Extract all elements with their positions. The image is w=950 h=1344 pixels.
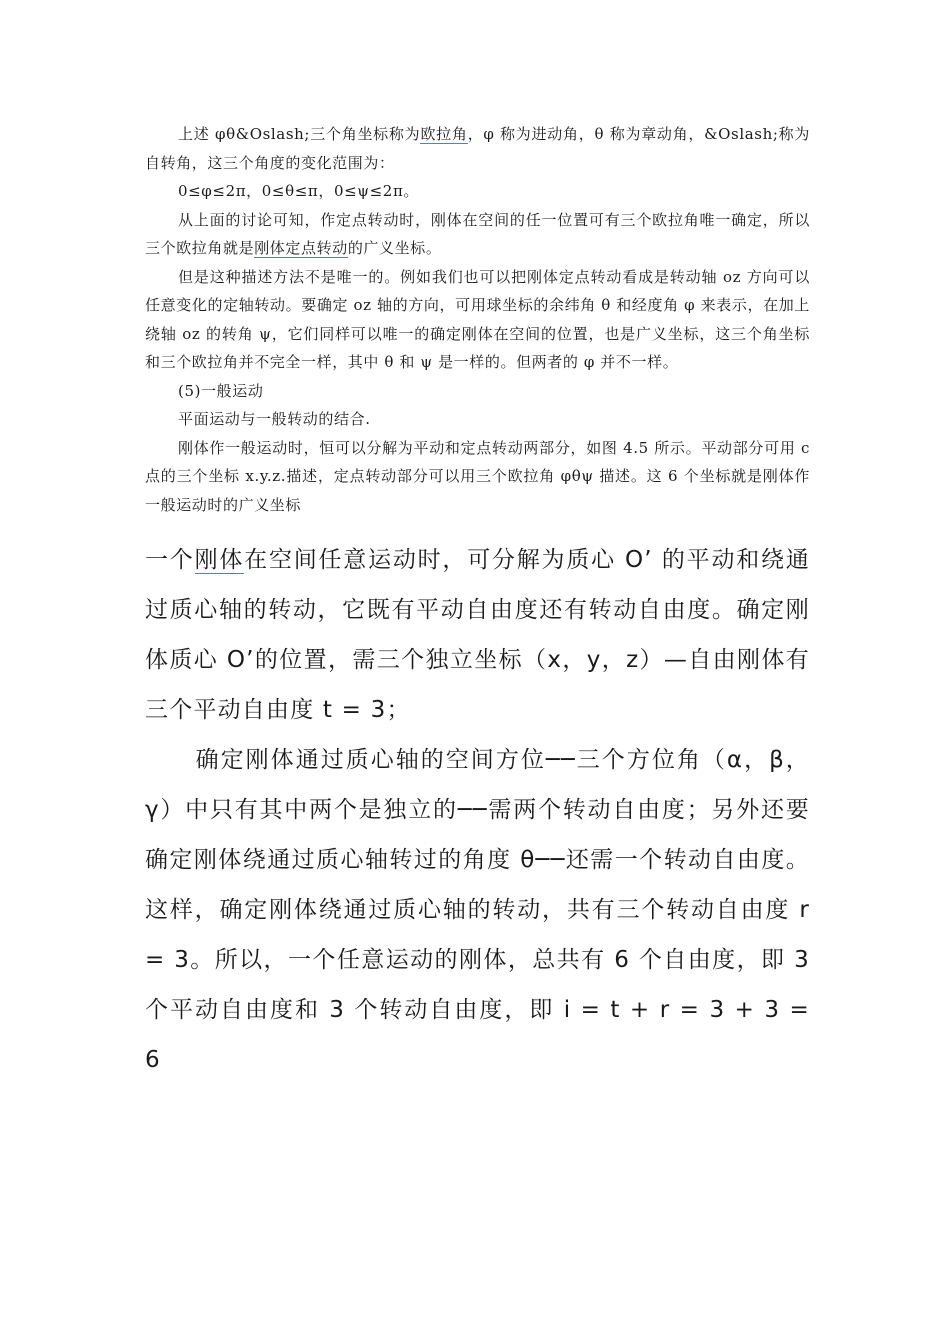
paragraph-alternative-description: 但是这种描述方法不是唯一的。例如我们也可以把刚体定点转动看成是转动轴 oz 方向可以任意变化的定轴转动。要确定 oz 轴的方向，可用球坐标的余纬角 θ 和经度角 φ 来表示，在加上绕轴 oz 的转角 ψ，它们同样可以唯一的确定刚体在空间的位置，也是广义坐标，这三个角坐标和三个欧拉角并不完全一样，其中 θ 和 ψ 是一样的。但两者的 φ 并不一样。 bbox=[145, 267, 810, 371]
text-run: 在空间任意运动时，可分解为质心 O’ 的平动和绕通过质心轴的转动，它既有平动自由度还有转动自由度。确定刚体质心 O’的位置，需三个独立坐标（x，y，z）—自由刚体有三个平动自由度 t = 3； bbox=[145, 547, 811, 723]
paragraph-general-motion-decomposition: 刚体作一般运动时，恒可以分解为平动和定点转动两部分，如图 4.5 所示。平动部分可用 c 点的三个坐标 x.y.z.描述，定点转动部分可以用三个欧拉角 φθψ 描述。这 6 个坐标就是刚体作一般运动时的广义坐标 bbox=[145, 438, 810, 514]
text-run: 上述 φθ&Oslash;三个角坐标称为 bbox=[178, 125, 421, 143]
text-run: ，φ 称为进动角，θ 称为章动角，&Oslash;称为自转角，这三个角度的变化范围为： bbox=[145, 125, 810, 172]
paragraph-rotational-freedom: 确定刚体通过质心轴的空间方位──三个方位角（α，β，γ）中只有其中两个是独立的──需两个转动自由度；另外还要确定刚体绕通过质心轴转过的角度 θ──还需一个转动自由度。这样，确定刚体绕通过质心轴的转动，共有三个转动自由度 r = 3。所以，一个任意运动的刚体，总共有 6 个自由度，即 3 个平动自由度和 3 个转动自由度，即 i = t + r = 3 + 3 = 6 bbox=[145, 747, 810, 1073]
link-rigid-body[interactable]: 刚体 bbox=[194, 547, 245, 573]
large-text-block bbox=[145, 535, 810, 1085]
link-euler-angle[interactable]: 欧拉角 bbox=[420, 125, 468, 143]
paragraph-angle-ranges: 0≤φ≤2π，0≤θ≤π，0≤ψ≤2π。 bbox=[178, 182, 419, 200]
small-text-block bbox=[145, 120, 810, 519]
paragraph-translational-freedom bbox=[145, 535, 810, 735]
link-rigid-body-fixed-point-rotation[interactable]: 刚体定点转动 bbox=[254, 239, 348, 257]
paragraph-generalized-coordinates bbox=[145, 206, 810, 263]
text-run: 一个 bbox=[145, 547, 195, 573]
paragraph-plane-motion: 平面运动与一般转动的结合. bbox=[178, 410, 371, 428]
text-run: 从上面的讨论可知，作定点转动时，刚体在空间的任一位置可有三个欧拉角唯一确定，所以三个欧拉角就是 bbox=[145, 210, 810, 257]
paragraph-euler-angles bbox=[145, 120, 810, 177]
text-run: 的广义坐标。 bbox=[347, 239, 442, 257]
heading-general-motion: (5)一般运动 bbox=[178, 381, 264, 400]
